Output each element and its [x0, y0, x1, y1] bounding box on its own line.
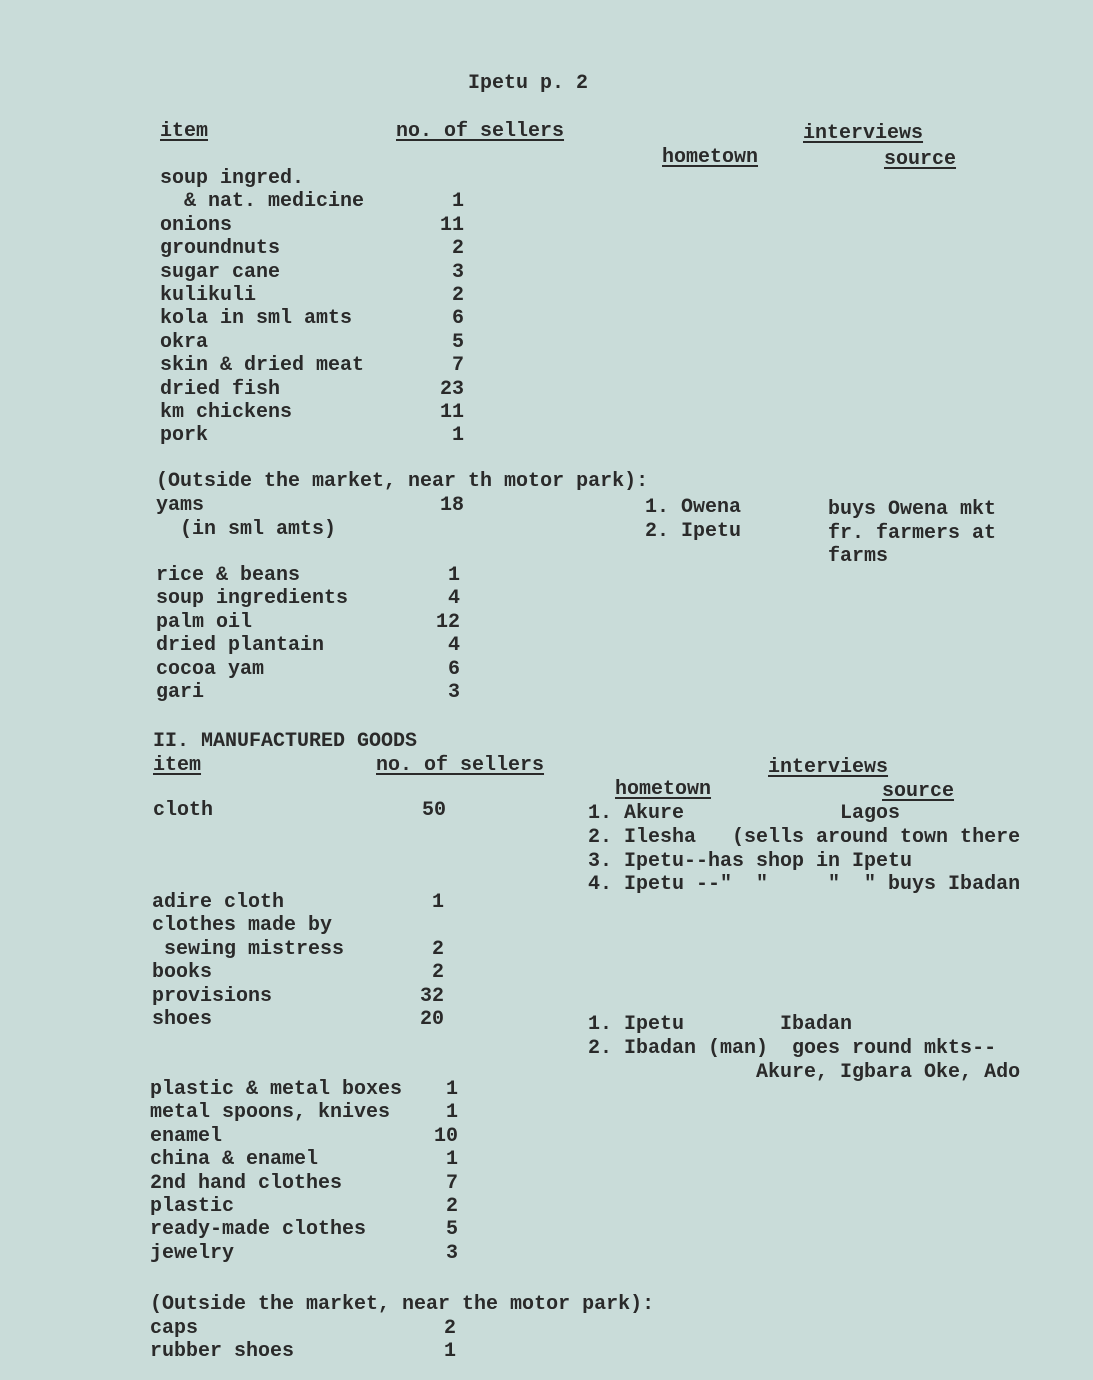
header-item: item [160, 120, 209, 143]
table-row-count: 32 [419, 984, 444, 1008]
table-row-count: 1 [443, 1340, 456, 1364]
table-row-item: pork [160, 424, 209, 448]
table-row-count: 4 [447, 634, 460, 658]
table-row-item: plastic [150, 1195, 235, 1218]
shoes-line-1: 1. Ipetu Ibadan [588, 1013, 853, 1036]
header-hometown: hometown [662, 146, 759, 169]
table-row-count: 1 [445, 1101, 458, 1125]
table-row-item: palm oil [156, 610, 253, 634]
table-row-count: 1 [451, 424, 464, 448]
s2-header-source: source [882, 780, 955, 803]
header-sellers: no. of sellers [396, 120, 565, 143]
table-row-item: caps [150, 1317, 199, 1340]
table-row-item: ready-made clothes [150, 1218, 367, 1242]
table-row-item: sugar cane [160, 260, 281, 284]
table-row-item: cocoa yam [156, 657, 265, 681]
cloth-line-3: 3. Ipetu--has shop in Ipetu [588, 850, 913, 873]
table-row-count: 5 [445, 1218, 458, 1242]
cloth-line-1: 1. Akure Lagos [588, 802, 901, 825]
s2-header-hometown: hometown [615, 778, 712, 801]
table-row-count: 2 [445, 1195, 458, 1218]
table-row-item: provisions [152, 984, 273, 1008]
table-row-item: china & enamel [150, 1148, 319, 1172]
table-row-item: adire cloth [152, 891, 285, 914]
table-row-item: rice & beans [156, 564, 301, 587]
cloth-line-4: 4. Ipetu --" " " " buys Ibadan [588, 873, 1021, 896]
table-row-item: metal spoons, knives [150, 1101, 391, 1125]
table-row-item: enamel [150, 1124, 223, 1148]
table-row-item: kola in sml amts [160, 307, 353, 331]
table-row-item: rubber shoes [150, 1340, 295, 1364]
table-row-item: clothes made by [152, 914, 333, 938]
table-row-count: 1 [451, 190, 464, 214]
cloth-count: 50 [421, 799, 446, 822]
table-row-count: 2 [451, 284, 464, 307]
table-row-item: books [152, 961, 213, 985]
page-title: Ipetu p. 2 [468, 72, 589, 95]
table-row-item: km chickens [160, 401, 293, 424]
table-row-count: 11 [439, 213, 464, 237]
header-source: source [884, 148, 957, 171]
yams-source-3: farms [828, 545, 889, 568]
yams-source-2: fr. farmers at [828, 522, 997, 545]
table-row-item: soup ingred. [160, 167, 305, 190]
table-row-count: 4 [447, 587, 460, 611]
table-row-count: 23 [439, 377, 464, 401]
table-row-item: 2nd hand clothes [150, 1171, 343, 1195]
table-row-count: 3 [451, 260, 464, 284]
table-row-count: 1 [445, 1148, 458, 1172]
cloth-line-2: 2. Ilesha (sells around town there [588, 826, 1021, 849]
table-row-item: groundnuts [160, 237, 281, 261]
yams-hometown-1: 1. Owena [645, 496, 742, 519]
table-row-count: 3 [445, 1241, 458, 1265]
table-row-item: gari [156, 681, 205, 704]
table-row-count: 20 [419, 1008, 444, 1031]
table-row-count: 2 [431, 961, 444, 985]
s2-header-sellers: no. of sellers [376, 754, 545, 777]
table-row-item: soup ingredients [156, 587, 349, 611]
table-row-count: 6 [451, 307, 464, 331]
table-row-count: 7 [451, 354, 464, 378]
table-row-count: 3 [447, 681, 460, 704]
yams-source-1: buys Owena mkt [828, 498, 997, 521]
header-interviews: interviews [803, 122, 924, 145]
s2-header-item: item [153, 754, 202, 777]
table-row-count: 1 [431, 891, 444, 914]
table-row-item: okra [160, 330, 209, 354]
table-row-count: 1 [445, 1078, 458, 1101]
table-row-count: 7 [445, 1171, 458, 1195]
yams-count: 18 [439, 494, 464, 517]
yams-hometown-2: 2. Ipetu [645, 520, 742, 543]
shoes-line-2: 2. Ibadan (man) goes round mkts-- [588, 1037, 997, 1060]
shoes-line-3: Akure, Igbara Oke, Ado [588, 1061, 1021, 1084]
outside-note-2: (Outside the market, near the motor park): [150, 1293, 655, 1316]
table-row-item: onions [160, 213, 233, 237]
table-row-item: sewing mistress [152, 937, 345, 961]
outside-note-1: (Outside the market, near th motor park): [156, 470, 649, 493]
table-row-item: plastic & metal boxes [150, 1078, 403, 1101]
table-row-item: skin & dried meat [160, 354, 365, 378]
cloth-item: cloth [153, 799, 214, 822]
table-row-count: 1 [447, 564, 460, 587]
yams-sub: (in sml amts) [156, 518, 337, 541]
section2-title: II. MANUFACTURED GOODS [153, 730, 418, 753]
table-row-count: 11 [439, 401, 464, 424]
table-row-item: dried fish [160, 377, 281, 401]
table-row-count: 5 [451, 330, 464, 354]
table-row-count: 10 [433, 1124, 458, 1148]
table-row-item: jewelry [150, 1241, 235, 1265]
s2-header-interviews: interviews [768, 756, 889, 779]
table-row-count: 12 [435, 610, 460, 634]
yams-item: yams [156, 494, 205, 517]
table-row-count: 6 [447, 657, 460, 681]
table-row-item: dried plantain [156, 634, 325, 658]
table-row-item: kulikuli [160, 284, 257, 307]
table-row-count: 2 [451, 237, 464, 261]
table-row-count: 2 [431, 937, 444, 961]
table-row-count: 2 [443, 1317, 456, 1340]
table-row-item: shoes [152, 1008, 213, 1031]
table-row-item: & nat. medicine [160, 190, 365, 214]
